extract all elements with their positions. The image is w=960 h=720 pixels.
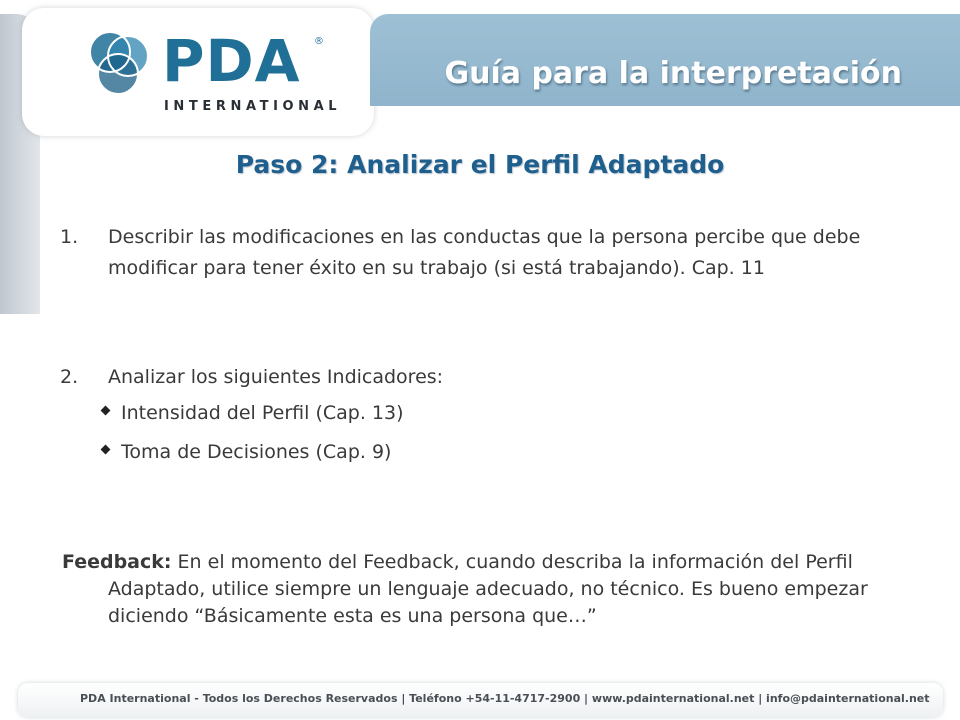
feedback-text: En el momento del Feedback, cuando describa la información del Perfil Adaptado, utilice siempre un lenguaje adecuado, no técnico. Es bueno empezar diciendo “Básicamente esta es una persona que…”: [108, 551, 868, 627]
list-item-number: 2.: [60, 366, 79, 388]
list-item-text: Analizar los siguientes Indicadores:: [108, 366, 444, 388]
feedback-label: Feedback:: [62, 551, 172, 573]
page-title: Guía para la interpretación: [444, 56, 902, 91]
logo-panel: [22, 8, 374, 136]
logo-subtitle: INTERNATIONAL: [164, 99, 342, 114]
bullet-item: [102, 441, 391, 463]
footer-text: PDA International - Todos los Derechos Reservados | Teléfono +54-11-4717-2900 | www.pdainternational.net | info@pdainternational.net: [80, 692, 930, 705]
diamond-bullet-icon: [101, 445, 111, 455]
header-title-bar: [370, 14, 960, 106]
footer-bar: [18, 683, 943, 717]
list-item-text: Describir las modificaciones en las conductas que la persona percibe que debe modificar para tener éxito en su trabajo (si está trabajando). Cap. 11: [108, 226, 861, 279]
section-subtitle: Paso 2: Analizar el Perfil Adaptado: [235, 150, 725, 179]
logo-registered-mark: ®: [314, 36, 324, 47]
list-item-number: 1.: [60, 226, 79, 248]
bullet-item: [102, 402, 404, 424]
feedback-paragraph: [62, 549, 948, 630]
pda-logo-icon: [80, 26, 158, 104]
diamond-bullet-icon: [101, 406, 111, 416]
bullet-text: Intensidad del Perfil (Cap. 13): [121, 402, 404, 424]
logo-wordmark: PDA: [162, 27, 301, 95]
bullet-text: Toma de Decisiones (Cap. 9): [121, 441, 392, 463]
